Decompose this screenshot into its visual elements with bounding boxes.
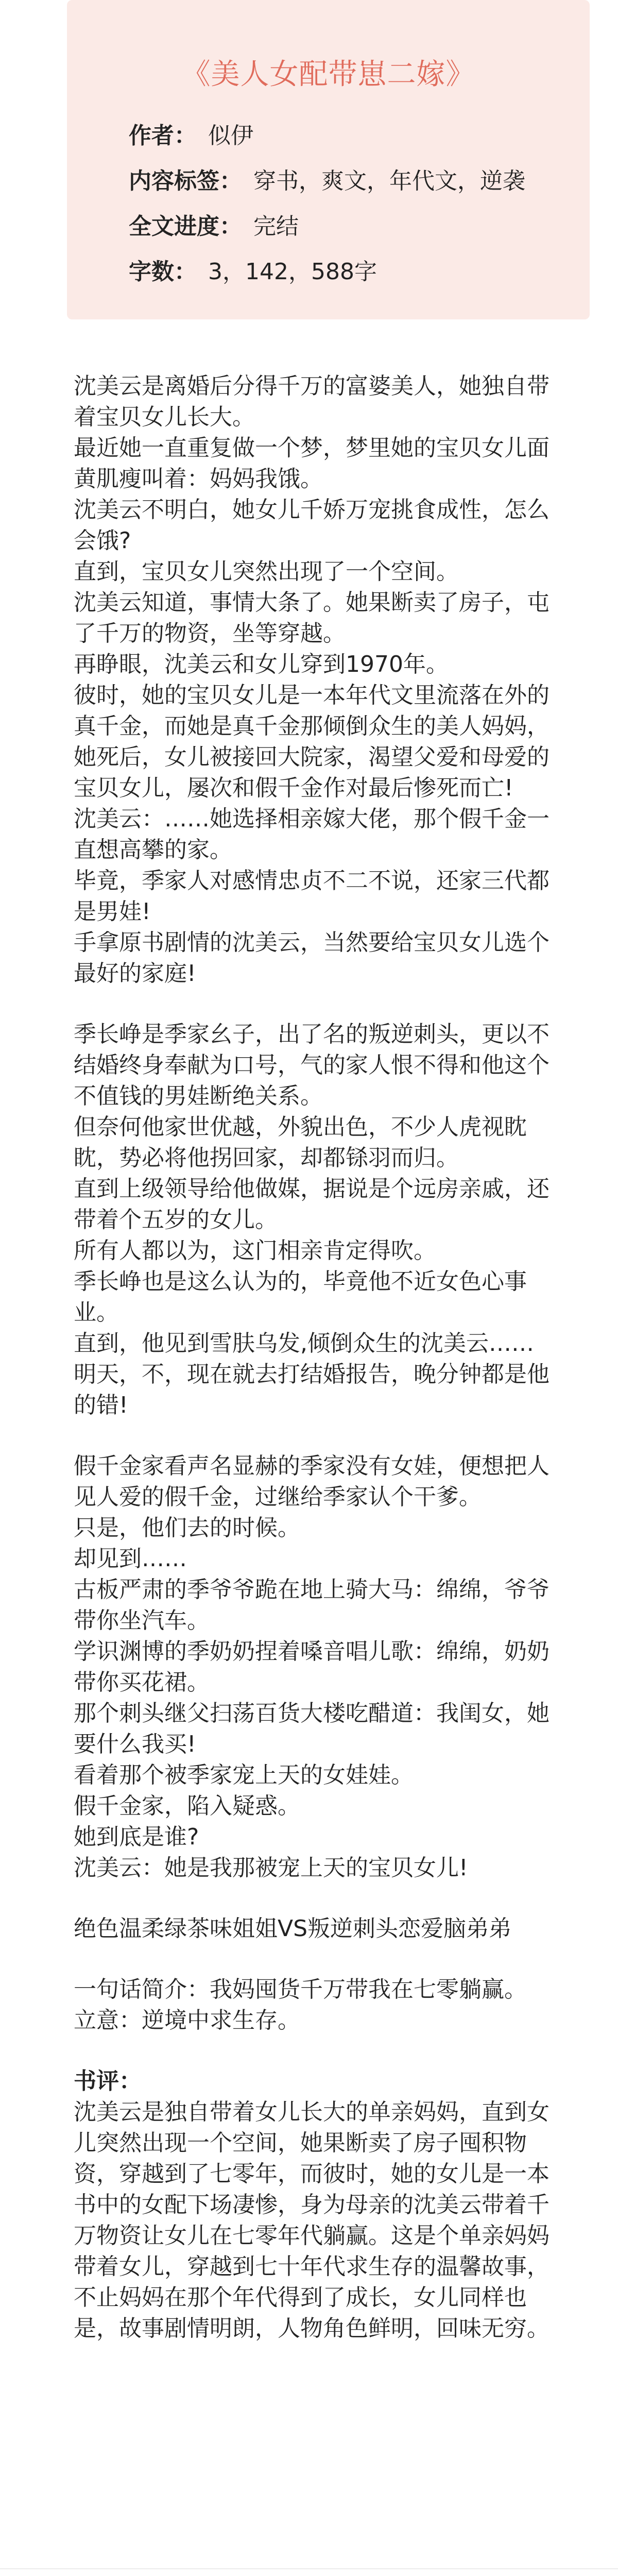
book-title: 《美人女配带崽二嫁》 [181,58,475,91]
paragraph: 只是，他们去的时候。 [74,1515,300,1541]
meta-tags [129,159,525,204]
paragraph: 毕竟，季家人对感情忠贞不二不说，还家三代都是男娃! [74,868,550,925]
one-line-summary: 一句话简介：我妈囤货千万带我在七零躺赢。 [74,1976,527,2003]
paragraph: 沈美云知道，事情大条了。她果断卖了房子，屯了千万的物资，坐等穿越。 [74,589,550,647]
paragraph: 直到上级领导给他做媒，据说是个远房亲戚，还带着个五岁的女儿。 [74,1176,550,1233]
meta-progress [129,204,525,249]
meta-author [129,113,525,159]
review-heading: 书评： [74,2068,142,2094]
paragraph: 她到底是谁? [74,1824,199,1850]
meta-wordcount-label: 字数： [129,259,197,285]
paragraph: 直到，宝贝女儿突然出现了一个空间。 [74,558,459,585]
paragraph: 最近她一直重复做一个梦，梦里她的宝贝女儿面黄肌瘦叫着：妈妈我饿。 [74,435,550,492]
paragraph: 假千金家，陷入疑惑。 [74,1793,300,1819]
post-action-bar [0,2568,618,2576]
paragraph: 所有人都以为，这门相亲肯定得吹。 [74,1238,436,1264]
paragraph: 古板严肃的季爷爷跪在地上骑大马：绵绵，爷爷带你坐汽车。 [74,1577,550,1634]
tagline: 绝色温柔绿茶味姐姐VS叛逆刺头恋爱脑弟弟 [74,1916,512,1942]
meta-progress-value: 完结 [253,213,299,240]
paragraph: 明天，不，现在就去打结婚报告，晚分钟都是他的错! [74,1361,550,1418]
paragraph: 手拿原书剧情的沈美云，当然要给宝贝女儿选个最好的家庭! [74,929,550,987]
meta-wordcount-value: 3，142，588字 [208,259,377,285]
post-content [74,371,568,2344]
paragraph: 直到，他见到雪肤乌发,倾倒众生的沈美云…… [74,1330,534,1357]
theme-statement: 立意：逆境中求生存。 [74,2007,300,2033]
paragraph: 但奈何他家世优越，外貌出色，不少人虎视眈眈，势必将他拐回家，却都铩羽而归。 [74,1114,527,1171]
paragraph: 假千金家看声名显赫的季家没有女娃，便想把人见人爱的假千金，过继给季家认个干爹。 [74,1453,550,1510]
paragraph: 沈美云：……她选择相亲嫁大佬，那个假千金一直想高攀的家。 [74,806,550,863]
paragraph: 季长峥是季家幺子，出了名的叛逆刺头，更以不结婚终身奉献为口号，气的家人恨不得和他这个不值钱的男娃断绝关系。 [74,1021,550,1109]
paragraph: 沈美云：她是我那被宠上天的宝贝女儿! [74,1855,468,1881]
meta-author-label: 作者： [129,123,197,149]
meta-wordcount [129,249,525,295]
paragraph: 看着那个被季家宠上天的女娃娃。 [74,1762,414,1788]
meta-progress-label: 全文进度： [129,213,242,240]
paragraph: 沈美云是离婚后分得千万的富婆美人，她独自带着宝贝女儿长大。 [74,373,550,430]
paragraph: 那个刺头继父扫荡百货大楼吃醋道：我闺女，她要什么我买! [74,1700,550,1757]
meta-author-value: 似伊 [208,123,253,149]
paragraph: 学识渊博的季奶奶捏着嗓音唱儿歌：绵绵，奶奶带你买花裙。 [74,1638,550,1696]
paragraph: 沈美云不明白，她女儿千娇万宠挑食成性，怎么会饿? [74,497,550,554]
meta-tags-label: 内容标签： [129,168,242,194]
paragraph: 彼时，她的宝贝女儿是一本年代文里流落在外的真千金，而她是真千金那倾倒众生的美人妈妈，她死后，女儿被接回大院家，渴望父爱和母爱的宝贝女儿，屡次和假千金作对最后惨死而亡! [74,682,550,801]
paragraph: 季长峥也是这么认为的，毕竟他不近女色心事业。 [74,1268,527,1326]
book-meta-list [129,113,525,295]
paragraph: 再睁眼，沈美云和女儿穿到1970年。 [74,651,449,677]
paragraph: 却见到…… [74,1546,187,1572]
review-text: 沈美云是独自带着女儿长大的单亲妈妈，直到女儿突然出现一个空间，她果断卖了房子囤积物资，穿越到了七零年，而彼时，她的女儿是一本书中的女配下场凄惨，身为母亲的沈美云带着千万物资让女儿在七零年代躺赢。这是个单亲妈妈带着女儿，穿越到七十年代求生存的温馨故事，不止妈妈在那个年代得到了成长，女儿同样也是，故事剧情明朗，人物角色鲜明，回味无穷。 [74,2099,550,2342]
meta-tags-value: 穿书，爽文，年代文，逆袭 [253,168,525,194]
book-info-card [67,0,590,319]
